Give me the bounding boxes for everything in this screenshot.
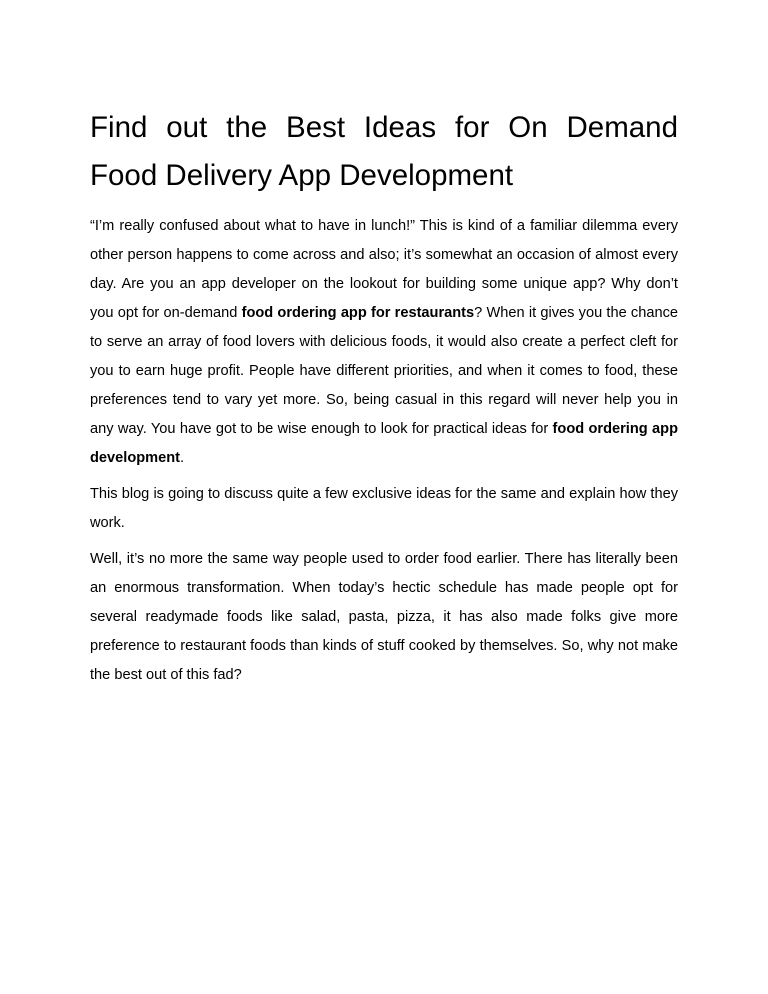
paragraph-transformation: Well, it’s no more the same way people used to order food earlier. There has literally been an enormous transformation. When today’s hectic schedule has made people opt for several readymade foods like salad, pasta, pizza, it has also made folks give more preference to restaurant foods than kinds of stuff cooked by themselves. So, why not make the best out of this fad? — [90, 551, 678, 683]
paragraph-intro — [90, 212, 678, 473]
paragraph-intro-text-2: ? When it gives you the chance to serve an array of food lovers with delicious foods, it would also create a perfect cleft for you to earn huge profit. People have different priorities, and when it comes to food, these preferences tend to vary yet more. So, being casual in this regard will never help you in any way. You have got to be wise enough to look for practical ideas for — [90, 305, 678, 437]
bold-phrase-food-ordering-app-for-restaurants: food ordering app for restaurants — [241, 305, 475, 321]
paragraph-blog-purpose: This blog is going to discuss quite a few exclusive ideas for the same and explain how they work. — [90, 486, 678, 531]
document-title: Find out the Best Ideas for On Demand Food Delivery App Development — [90, 111, 678, 192]
bold-phrase-food-ordering-app-development: food ordering app development — [90, 421, 678, 466]
document-body — [90, 104, 678, 697]
paragraph-intro-text-1: “I’m really confused about what to have in lunch!” This is kind of a familiar dilemma every other person happens to come across and also; it’s somewhat an occasion of almost every day. Are you an app developer on the lookout for building some unique app? Why don’t you opt for on-demand — [90, 218, 678, 321]
paragraph-intro-text-3: . — [180, 450, 185, 466]
